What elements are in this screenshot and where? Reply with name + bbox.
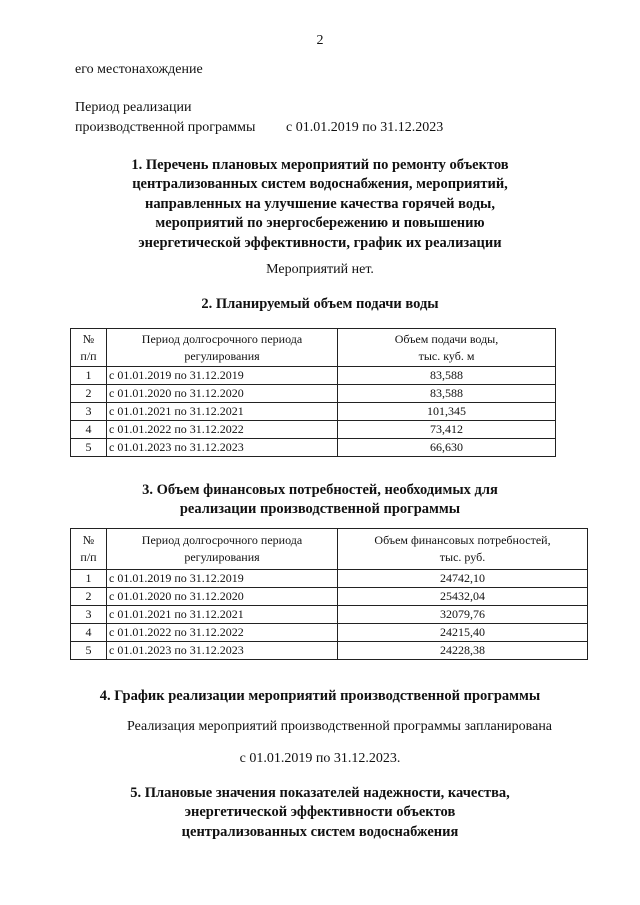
- period-label-line-2: производственной программы: [75, 120, 256, 135]
- water-supply-table: [70, 328, 556, 457]
- row-value: 101,345: [338, 403, 556, 421]
- section-5-title-line: энергетической эффективности объектов: [184, 804, 456, 821]
- row-num: 2: [71, 385, 107, 403]
- row-value: 83,588: [338, 385, 556, 403]
- table-row: [71, 642, 588, 660]
- row-value: 24228,38: [338, 642, 588, 660]
- section-1-title-line: 1. Перечень плановых мероприятий по ремонту объектов: [131, 157, 509, 173]
- row-num: 3: [71, 606, 107, 624]
- table-row: [71, 439, 556, 457]
- header-period: Период долгосрочного периода регулирования: [107, 329, 338, 367]
- row-period: с 01.01.2021 по 31.12.2021: [107, 606, 338, 624]
- section-1-title-line: направленных на улучшение качества горячей воды,: [144, 195, 495, 212]
- section-3-title-line: реализации производственной программы: [179, 501, 461, 518]
- row-num: 1: [71, 367, 107, 385]
- section-1-title: [0, 156, 640, 253]
- row-period: с 01.01.2020 по 31.12.2020: [107, 385, 338, 403]
- row-value: 73,412: [338, 421, 556, 439]
- section-5-title-line: централизованных систем водоснабжения: [181, 823, 459, 840]
- row-num: 1: [71, 570, 107, 588]
- section-5-title-line: 5. Плановые значения показателей надежности, качества,: [130, 785, 510, 801]
- section-4-text-1: Реализация мероприятий производственной программы запланирована: [127, 719, 553, 734]
- row-period: с 01.01.2022 по 31.12.2022: [107, 421, 338, 439]
- row-value: 83,588: [338, 367, 556, 385]
- header-value: Объем финансовых потребностей, тыс. руб.: [338, 529, 588, 570]
- header-period: Период долгосрочного периода регулирования: [107, 529, 338, 570]
- row-value: 32079,76: [338, 606, 588, 624]
- row-value: 66,630: [338, 439, 556, 457]
- table-row: [71, 606, 588, 624]
- table-row: [71, 588, 588, 606]
- section-4-title: 4. График реализации мероприятий производственной программы: [99, 688, 541, 704]
- financial-needs-table: [70, 528, 588, 660]
- table-row: [71, 421, 556, 439]
- section-4-text-2: с 01.01.2019 по 31.12.2023.: [239, 751, 401, 766]
- section-2-title: 2. Планируемый объем подачи воды: [201, 296, 439, 312]
- section-3-title: [0, 481, 640, 520]
- row-period: с 01.01.2021 по 31.12.2021: [107, 403, 338, 421]
- period-value: с 01.01.2019 по 31.12.2023: [286, 120, 444, 135]
- section-5-title: [0, 784, 640, 842]
- location-label: его местонахождение: [75, 62, 203, 77]
- table-row: [71, 570, 588, 588]
- row-num: 4: [71, 421, 107, 439]
- row-value: 24742,10: [338, 570, 588, 588]
- section-1-title-line: централизованных систем водоснабжения, мероприятий,: [132, 176, 508, 193]
- table-row: [71, 624, 588, 642]
- row-num: 5: [71, 642, 107, 660]
- header-num: № п/п: [71, 329, 107, 367]
- row-num: 5: [71, 439, 107, 457]
- row-period: с 01.01.2019 по 31.12.2019: [107, 570, 338, 588]
- section-1-title-line: энергетической эффективности, график их реализации: [138, 234, 502, 251]
- table-row: [71, 385, 556, 403]
- row-period: с 01.01.2022 по 31.12.2022: [107, 624, 338, 642]
- row-value: 24215,40: [338, 624, 588, 642]
- row-period: с 01.01.2019 по 31.12.2019: [107, 367, 338, 385]
- table-row: [71, 367, 556, 385]
- row-value: 25432,04: [338, 588, 588, 606]
- row-num: 3: [71, 403, 107, 421]
- section-1-text: Мероприятий нет.: [266, 262, 374, 277]
- period-label-line-1: Период реализации: [75, 100, 192, 115]
- row-num: 4: [71, 624, 107, 642]
- section-3-title-line: 3. Объем финансовых потребностей, необходимых для: [142, 482, 498, 498]
- page-number: 2: [316, 33, 324, 48]
- table-row: [71, 403, 556, 421]
- row-num: 2: [71, 588, 107, 606]
- row-period: с 01.01.2023 по 31.12.2023: [107, 439, 338, 457]
- header-num: № п/п: [71, 529, 107, 570]
- section-1-title-line: мероприятий по энергосбережению и повышению: [155, 215, 485, 232]
- row-period: с 01.01.2020 по 31.12.2020: [107, 588, 338, 606]
- row-period: с 01.01.2023 по 31.12.2023: [107, 642, 338, 660]
- header-value: Объем подачи воды, тыс. куб. м: [338, 329, 556, 367]
